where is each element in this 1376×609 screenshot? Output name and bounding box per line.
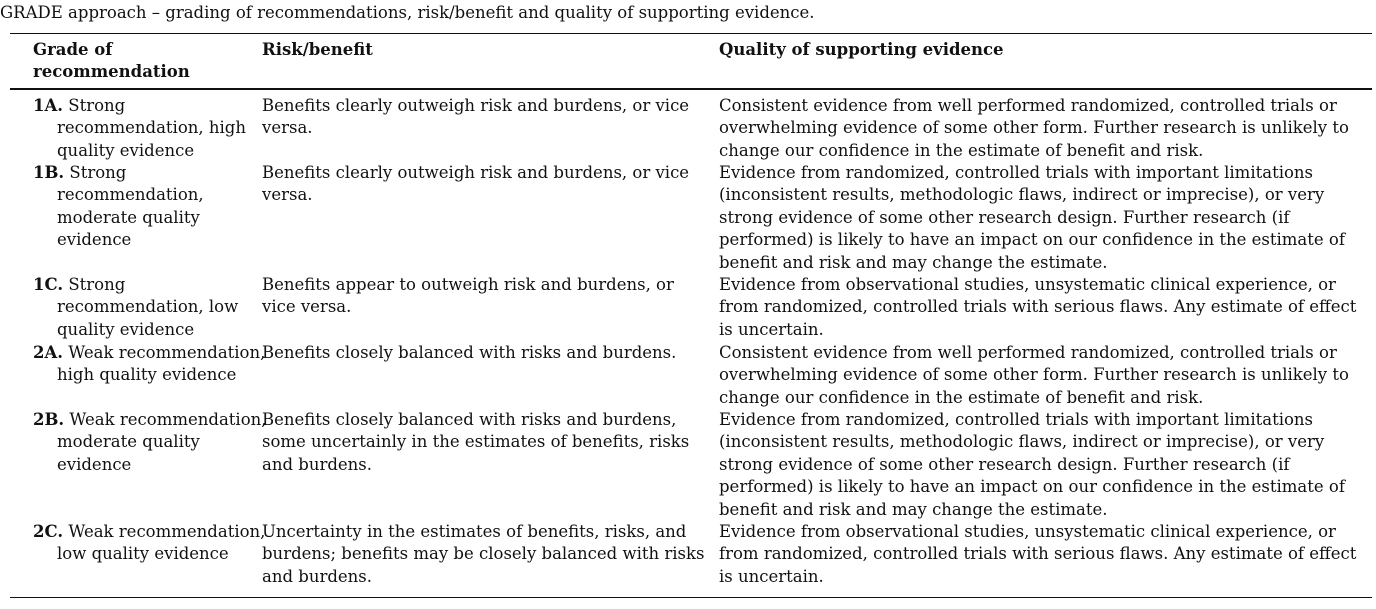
table-bottom-rule [10,597,1372,598]
grade-label: Strong recommendation, moderate quality evidence [57,163,204,250]
grade-cell [33,521,272,566]
grade-cell [33,95,272,162]
quality-cell: Evidence from observational studies, unsystematic clinical experience, or from randomized, controlled trials with serious flaws. Any estimate of effect is uncertain. [719,275,1357,339]
grade-code: 1B. [33,163,65,182]
grade-cell [33,274,272,341]
risk-benefit-cell: Uncertainty in the estimates of benefits, risks, and burdens; benefits may be closely balanced with risks and burdens. [262,522,705,586]
risk-benefit-cell: Benefits clearly outweigh risk and burdens, or vice versa. [262,163,690,205]
quality-cell: Consistent evidence from well performed randomized, controlled trials or overwhelming evidence of some other form. Further research is unlikely to change our confidence in the estimate of benefit and risk. [719,343,1349,407]
risk-benefit-cell: Benefits appear to outweigh risk and burdens, or vice versa. [262,275,674,317]
grade-code: 1C. [33,275,64,294]
quality-cell: Consistent evidence from well performed randomized, controlled trials or overwhelming evidence of some other form. Further research is unlikely to change our confidence in the estimate of benefit and risk. [719,96,1349,160]
grade-cell [33,342,272,387]
quality-cell: Evidence from observational studies, unsystematic clinical experience, or from randomized, controlled trials with serious flaws. Any estimate of effect is uncertain. [719,522,1357,586]
table-caption: GRADE approach – grading of recommendations, risk/benefit and quality of supporting evidence. [0,3,815,22]
grade-label: Weak recommendation, low quality evidence [57,522,266,564]
grade-label: Strong recommendation, high quality evidence [57,96,246,160]
grade-code: 1A. [33,96,64,115]
grade-label: Weak recommendation, moderate quality evidence [57,410,267,474]
grade-label: Weak recommendation, high quality evidence [57,343,266,385]
quality-cell: Evidence from randomized, controlled trials with important limitations (inconsistent results, methodologic flaws, indirect or imprecise), or very strong evidence of some other research design. Further research (if performed) is likely to have an impact on our confidence in the estimate of benefit and risk and may change the estimate. [719,163,1345,272]
risk-benefit-cell: Benefits clearly outweigh risk and burdens, or vice versa. [262,96,690,138]
grade-code: 2C. [33,522,64,541]
grade-label: Strong recommendation, low quality evidence [57,275,239,339]
column-header-risk-benefit: Risk/benefit [262,40,373,59]
grade-cell [33,409,272,476]
risk-benefit-cell: Benefits closely balanced with risks and burdens. [262,343,677,362]
grade-cell [33,162,272,252]
grade-code: 2A. [33,343,64,362]
quality-cell: Evidence from randomized, controlled trials with important limitations (inconsistent results, methodologic flaws, indirect or imprecise), or very strong evidence of some other research design. Further research (if performed) is likely to have an impact on our confidence in the estimate of benefit and risk and may change the estimate. [719,410,1345,519]
grade-code: 2B. [33,410,65,429]
risk-benefit-cell: Benefits closely balanced with risks and burdens, some uncertainly in the estimates of benefits, risks and burdens. [262,410,690,474]
column-header-quality: Quality of supporting evidence [719,40,1004,59]
column-header-grade: Grade of recommendation [33,40,190,82]
header-rule [10,88,1372,90]
table-top-rule [10,33,1372,34]
